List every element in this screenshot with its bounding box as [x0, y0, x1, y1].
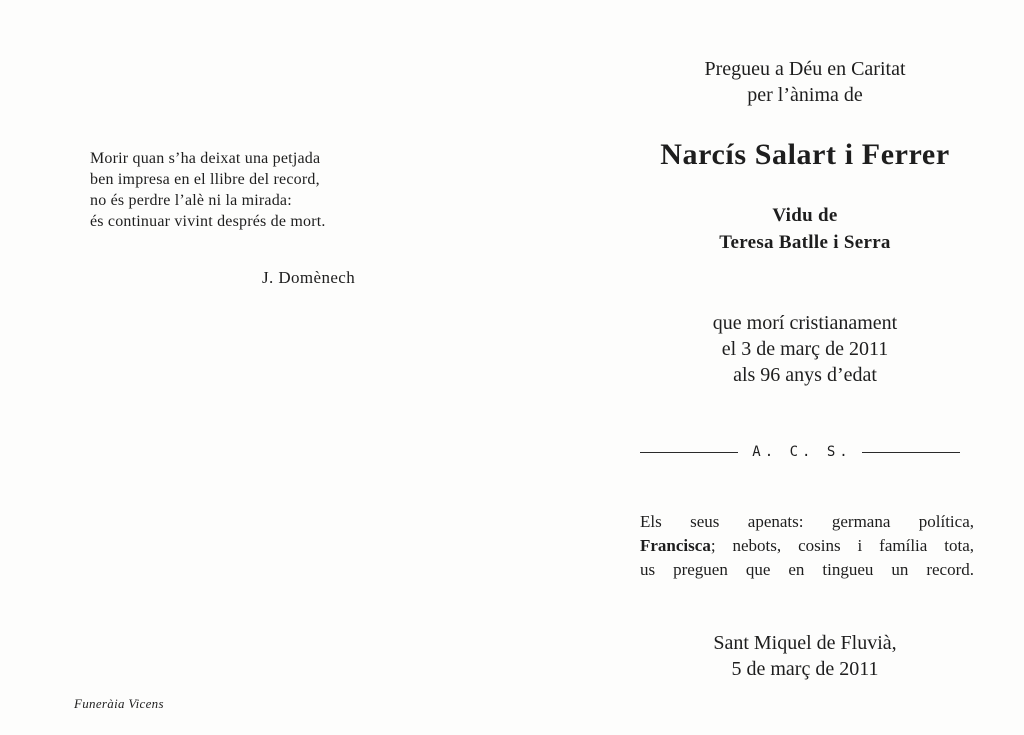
widower-of	[600, 202, 1010, 256]
poem-line-1: Morir quan s’ha deixat una petjada	[90, 150, 321, 167]
death-date: el 3 de març de 2011	[721, 338, 889, 360]
memorial-poem	[90, 148, 420, 232]
acs-text: A. C. S.	[752, 444, 852, 460]
intro-line-1: Pregueu a Déu en Caritat	[704, 58, 906, 80]
divider-rule-right	[862, 452, 960, 453]
poem-author: J. Domènech	[262, 268, 356, 287]
death-line-1: que morí cristianament	[712, 312, 898, 334]
place-name: Sant Miquel de Fluvià,	[713, 632, 897, 654]
prayer-intro	[600, 56, 1010, 108]
family-line-1: Els seus apenats: germana política,	[640, 512, 974, 531]
family-line-2	[640, 534, 974, 558]
widow-line-1: Vidu de	[772, 205, 838, 226]
death-details	[600, 310, 1010, 388]
widow-line-2: Teresa Batlle i Serra	[719, 232, 891, 253]
acs-divider	[640, 442, 960, 462]
card-date: 5 de març de 2011	[731, 658, 879, 680]
family-message	[640, 510, 974, 582]
deceased-name: Narcís Salart i Ferrer	[660, 138, 950, 171]
intro-line-2: per l’ànima de	[747, 84, 863, 106]
family-line-2-rest: ; nebots, cosins i família tota,	[710, 536, 974, 555]
place-and-date	[600, 630, 1010, 682]
divider-rule-left	[640, 452, 738, 453]
poem-line-2: ben impresa en el llibre del record,	[90, 171, 320, 188]
sister-in-law-name: Francisca	[640, 536, 711, 555]
family-line-3: us preguen que en tingueu un record.	[640, 560, 974, 579]
poem-line-4: és continuar vivint després de mort.	[90, 213, 326, 230]
poem-line-3: no és perdre l’alè ni la mirada:	[90, 192, 292, 209]
death-age: als 96 anys d’edat	[733, 364, 877, 386]
funeral-home-credit: Funeràia Vicens	[74, 696, 164, 711]
